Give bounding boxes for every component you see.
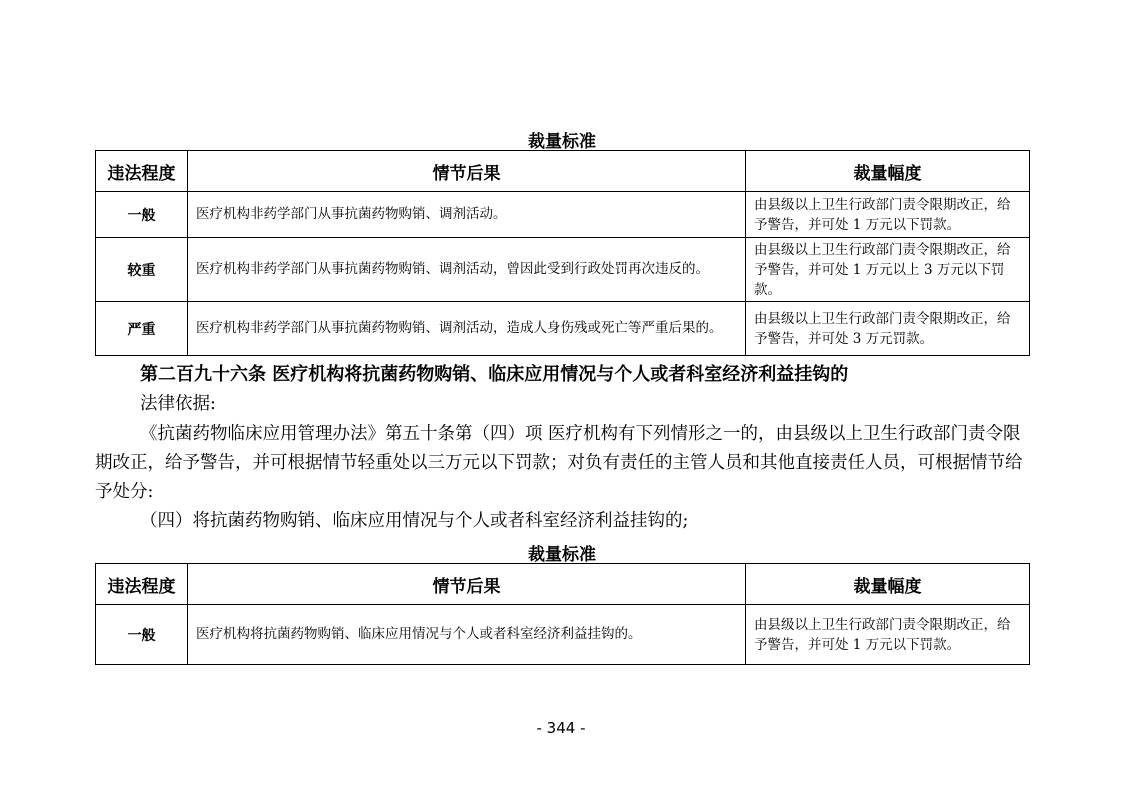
consequence-cell: 医疗机构非药学部门从事抗菌药物购销、调剂活动，造成人身伤残或死亡等严重后果的。 bbox=[188, 302, 746, 356]
table-header-row bbox=[96, 564, 1030, 605]
header-consequence: 情节后果 bbox=[188, 564, 746, 605]
page-number: - 344 - bbox=[536, 719, 586, 737]
header-penalty: 裁量幅度 bbox=[746, 151, 1030, 192]
table-header-row bbox=[96, 151, 1030, 192]
header-level: 违法程度 bbox=[96, 151, 188, 192]
table-title: 裁量标准 bbox=[528, 132, 596, 152]
penalty-cell: 由县级以上卫生行政部门责令限期改正，给予警告，并可处 3 万元罚款。 bbox=[746, 302, 1030, 356]
table-row bbox=[96, 238, 1030, 302]
discretion-table-2 bbox=[95, 563, 1030, 665]
penalty-cell: 由县级以上卫生行政部门责令限期改正，给予警告，并可处 1 万元以下罚款。 bbox=[746, 605, 1030, 665]
consequence-cell: 医疗机构非药学部门从事抗菌药物购销、调剂活动，曾因此受到行政处罚再次违反的。 bbox=[188, 238, 746, 302]
table-row bbox=[96, 302, 1030, 356]
table-row bbox=[96, 605, 1030, 665]
level-cell: 严重 bbox=[96, 302, 188, 356]
consequence-cell: 医疗机构将抗菌药物购销、临床应用情况与个人或者科室经济利益挂钩的。 bbox=[188, 605, 746, 665]
header-penalty: 裁量幅度 bbox=[746, 564, 1030, 605]
legal-basis-label: 法律依据: bbox=[140, 394, 216, 414]
level-cell: 一般 bbox=[96, 605, 188, 665]
header-level: 违法程度 bbox=[96, 564, 188, 605]
discretion-table-1 bbox=[95, 150, 1030, 356]
consequence-cell: 医疗机构非药学部门从事抗菌药物购销、调剂活动。 bbox=[188, 192, 746, 238]
level-cell: 较重 bbox=[96, 238, 188, 302]
table-row bbox=[96, 192, 1030, 238]
legal-basis-item: （四）将抗菌药物购销、临床应用情况与个人或者科室经济利益挂钩的; bbox=[140, 511, 689, 531]
level-cell: 一般 bbox=[96, 192, 188, 238]
legal-basis-text: 《抗菌药物临床应用管理办法》第五十条第（四）项 医疗机构有下列情形之一的，由县级以上卫生行政部门责令限期改正，给予警告，并可根据情节轻重处以三万元以下罚款；对负有责任的主管人员和其他直接责任人员，可根据情节给予处分: bbox=[95, 424, 1023, 502]
penalty-cell: 由县级以上卫生行政部门责令限期改正，给予警告，并可处 1 万元以下罚款。 bbox=[746, 192, 1030, 238]
article-title: 第二百九十六条 医疗机构将抗菌药物购销、临床应用情况与个人或者科室经济利益挂钩的 bbox=[140, 364, 849, 385]
penalty-cell: 由县级以上卫生行政部门责令限期改正，给予警告，并可处 1 万元以上 3 万元以下罚款。 bbox=[746, 238, 1030, 302]
header-consequence: 情节后果 bbox=[188, 151, 746, 192]
table-title: 裁量标准 bbox=[528, 545, 596, 565]
